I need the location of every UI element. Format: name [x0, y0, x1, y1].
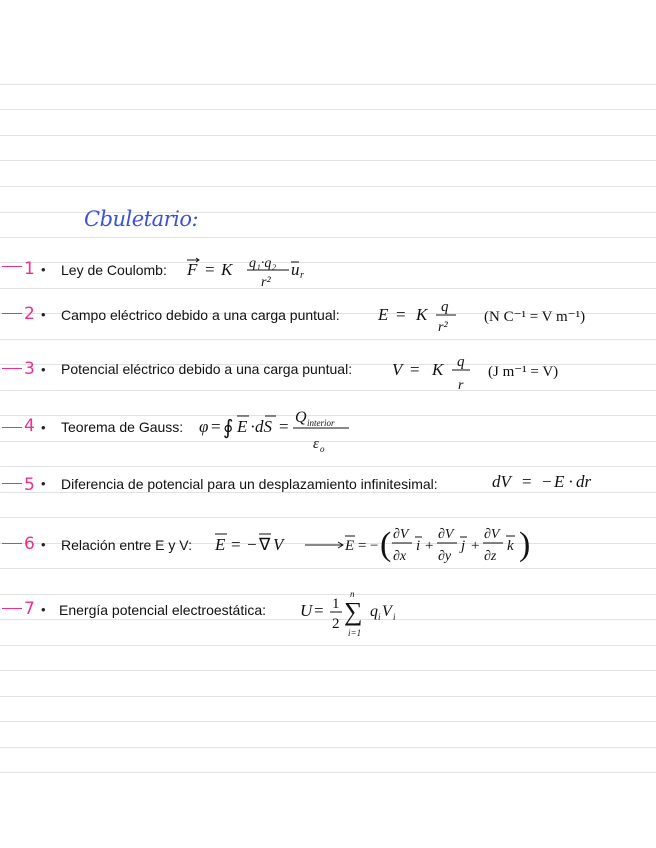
svg-text:=: = [314, 601, 324, 620]
svg-text:dS: dS [255, 417, 272, 436]
svg-text:∂y: ∂y [438, 549, 452, 564]
svg-text:r: r [458, 378, 464, 393]
item-number: 2 [24, 304, 35, 324]
rule-line [0, 772, 656, 773]
rule-line [0, 109, 656, 110]
svg-text:∂V: ∂V [484, 527, 500, 542]
svg-text:K: K [432, 360, 444, 379]
item-number: 6 [24, 534, 35, 554]
margin-dash [2, 313, 22, 314]
svg-text:E: E [345, 538, 355, 554]
svg-text:=: = [358, 538, 367, 554]
svg-text:·: · [568, 472, 574, 491]
svg-text:∂V: ∂V [393, 527, 409, 542]
item-number: 1 [24, 259, 35, 279]
svg-text:q: q [370, 603, 378, 620]
svg-text:q: q [441, 299, 449, 315]
rule-line [0, 670, 656, 671]
svg-text:=: = [410, 360, 420, 379]
svg-text:o: o [320, 444, 325, 454]
svg-text:V: V [273, 535, 284, 554]
item-number: 5 [24, 475, 35, 495]
bullet: • [41, 362, 46, 377]
svg-text:interior: interior [307, 418, 335, 428]
svg-text:q₁·q₂: q₁·q₂ [249, 256, 277, 271]
svg-text:−: − [247, 535, 257, 554]
bullet: • [41, 537, 46, 552]
rule-line [0, 237, 656, 238]
svg-text:∑: ∑ [344, 597, 363, 626]
bullet: • [41, 262, 46, 277]
rule-line [0, 747, 656, 748]
svg-text:+: + [471, 538, 480, 554]
rule-line [0, 135, 656, 136]
item-label: Energía potencial electroestática: [59, 602, 267, 618]
item-label: Campo eléctrico debido a una carga puntual: [61, 307, 340, 323]
rule-line [0, 645, 656, 646]
svg-text:E: E [237, 417, 248, 436]
svg-text:−: − [370, 538, 379, 554]
svg-text:E: E [554, 472, 565, 491]
svg-text:φ: φ [199, 417, 209, 436]
svg-text:=: = [211, 417, 221, 436]
svg-text:=: = [396, 305, 406, 324]
svg-text:E: E [378, 305, 389, 324]
svg-text:q: q [457, 354, 465, 370]
margin-dash [2, 608, 22, 609]
bullet: • [41, 420, 46, 435]
svg-text:K: K [416, 305, 428, 324]
svg-text:∮: ∮ [223, 417, 234, 439]
unit-note: (J m⁻¹ = V) [488, 364, 559, 380]
svg-text:ε: ε [313, 436, 319, 452]
bullet: • [41, 476, 46, 491]
svg-text:dr: dr [576, 472, 592, 491]
rule-line [0, 696, 656, 697]
svg-text:=: = [279, 417, 289, 436]
svg-text:Q: Q [295, 409, 307, 426]
svg-text:V: V [382, 603, 392, 620]
electrostatic-energy-formula [300, 586, 410, 642]
page-title: Cbuletario: [84, 207, 199, 231]
rule-line [0, 84, 656, 85]
svg-text:i: i [393, 612, 396, 622]
svg-text:2: 2 [332, 616, 340, 632]
item-number: 7 [24, 599, 35, 619]
margin-dash [2, 427, 22, 428]
svg-text:=: = [231, 535, 241, 554]
margin-dash [2, 368, 22, 369]
svg-text:j: j [461, 538, 466, 554]
svg-text:=: = [522, 472, 532, 491]
margin-dash [2, 266, 22, 267]
bullet: • [41, 307, 46, 322]
svg-text:∂V: ∂V [438, 527, 454, 542]
svg-text:i=1: i=1 [348, 628, 362, 638]
svg-text:K: K [221, 260, 233, 279]
item-label: Relación entre E y V: [61, 537, 192, 553]
svg-text:r: r [300, 270, 304, 281]
coulomb-formula [185, 248, 325, 288]
svg-text:∂z: ∂z [484, 549, 497, 564]
unit-note: (N C⁻¹ = V m⁻¹) [484, 309, 586, 325]
svg-text:−: − [542, 472, 552, 491]
item-label: Ley de Coulomb: [61, 262, 167, 278]
svg-text:F: F [187, 260, 198, 279]
item-label: Potencial eléctrico debido a una carga puntual: [61, 361, 353, 377]
svg-text:U: U [300, 601, 313, 620]
svg-text:i: i [416, 538, 421, 554]
svg-text:): ) [519, 526, 531, 563]
svg-text:+: + [425, 538, 434, 554]
svg-text:u: u [291, 260, 300, 279]
bullet: • [41, 602, 46, 617]
svg-text:i: i [378, 612, 381, 622]
rule-line [0, 186, 656, 187]
svg-text:∇: ∇ [259, 535, 271, 554]
svg-text:n: n [350, 589, 355, 599]
svg-text:(: ( [380, 526, 392, 563]
svg-text:=: = [205, 260, 215, 279]
gauss-formula [199, 402, 354, 457]
item-label: Diferencia de potencial para un desplazamiento infinitesimal: [61, 476, 438, 492]
rule-line [0, 721, 656, 722]
margin-dash [2, 483, 22, 484]
margin-dash [2, 543, 22, 544]
item-label: Teorema de Gauss: [61, 419, 184, 435]
svg-text:E: E [215, 535, 226, 554]
rule-line [0, 288, 656, 289]
svg-text:r²: r² [438, 320, 448, 335]
svg-text:V: V [392, 360, 403, 379]
field-potential-relation-formula [215, 518, 545, 570]
rule-line [0, 160, 656, 161]
rule-line [0, 339, 656, 340]
item-number: 3 [24, 359, 35, 379]
potential-difference-formula [492, 466, 607, 496]
svg-text:∂x: ∂x [393, 549, 407, 564]
svg-text:1: 1 [332, 596, 340, 612]
electric-field-formula [378, 292, 468, 335]
svg-text:k: k [507, 538, 514, 554]
svg-text:·: · [250, 417, 256, 436]
rule-line [0, 390, 656, 391]
svg-text:dV: dV [492, 472, 511, 491]
item-number: 4 [24, 416, 35, 436]
electric-potential-formula [392, 347, 482, 392]
svg-text:r²: r² [261, 275, 271, 290]
